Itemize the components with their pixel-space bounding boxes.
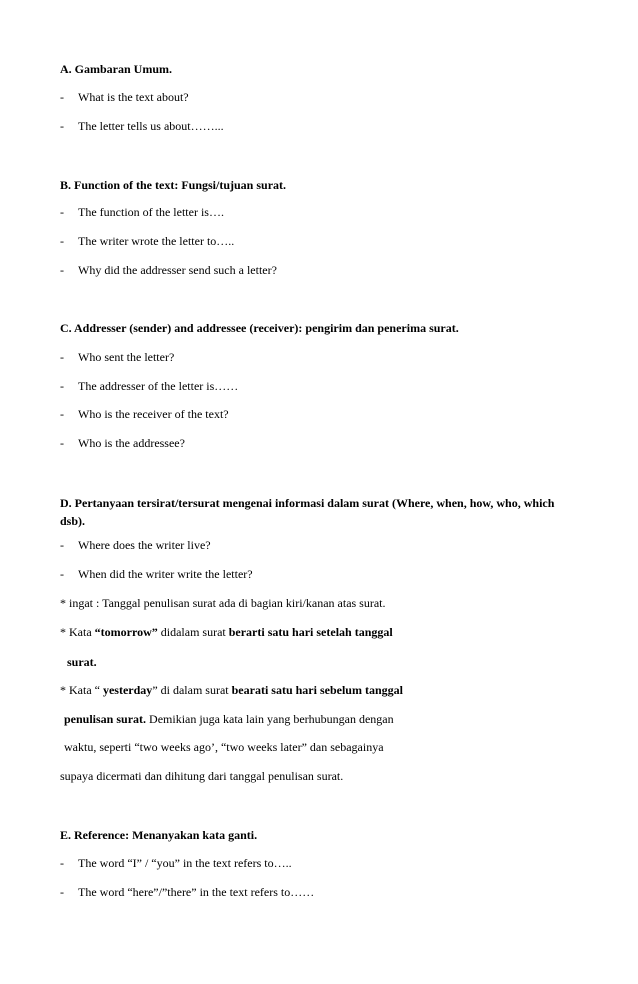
- bullet-dash: -: [60, 350, 64, 364]
- list-item-text: The writer wrote the letter to…..: [78, 234, 235, 248]
- list-item-text: Why did the addresser send such a letter?: [78, 263, 277, 277]
- note-emphasis: bearati satu hari sebelum tanggal: [231, 683, 403, 697]
- list-item-text: The letter tells us about……...: [78, 119, 224, 133]
- bullet-dash: -: [60, 567, 64, 581]
- note-text: * Kata: [60, 625, 95, 639]
- note-keyword: yesterday: [102, 683, 153, 697]
- bullet-dash: -: [60, 538, 64, 552]
- note-text: * Kata “: [60, 683, 103, 697]
- bullet-dash: -: [60, 407, 64, 421]
- note-yesterday: [60, 683, 403, 697]
- note-emphasis: berarti satu hari setelah tanggal: [228, 625, 393, 639]
- note-ingat: * ingat : Tanggal penulisan surat ada di bagian kiri/kanan atas surat.: [60, 596, 386, 610]
- list-item-text: Where does the writer live?: [78, 538, 211, 552]
- note-text: didalam surat: [157, 625, 229, 639]
- list-item-text: What is the text about?: [78, 90, 189, 104]
- note-emphasis: surat.: [67, 655, 97, 669]
- bullet-dash: -: [60, 379, 64, 393]
- note-text: Demikian juga kata lain yang berhubungan dengan: [146, 712, 394, 726]
- section-b-heading: B. Function of the text: Fungsi/tujuan surat.: [60, 178, 287, 192]
- list-item-text: The word “here”/”there” in the text refers to……: [78, 885, 315, 899]
- section-c-heading: C. Addresser (sender) and addressee (receiver): pengirim dan penerima surat.: [60, 321, 459, 335]
- bullet-dash: -: [60, 234, 64, 248]
- section-d-heading: D. Pertanyaan tersirat/tersurat mengenai informasi dalam surat (Where, when, how, who, which dsb).: [60, 496, 555, 528]
- bullet-dash: -: [60, 119, 64, 133]
- bullet-dash: -: [60, 436, 64, 450]
- note-emphasis: penulisan surat.: [64, 712, 147, 726]
- list-item-text: Who is the addressee?: [78, 436, 185, 450]
- list-item-text: When did the writer write the letter?: [78, 567, 253, 581]
- bullet-dash: -: [60, 885, 64, 899]
- list-item-text: Who is the receiver of the text?: [78, 407, 229, 421]
- bullet-dash: -: [60, 90, 64, 104]
- note-yesterday-cont: waktu, seperti “two weeks ago’, “two weeks later” dan sebagainya: [64, 740, 384, 754]
- list-item-text: The word “I” / “you” in the text refers to…..: [78, 856, 292, 870]
- bullet-dash: -: [60, 856, 64, 870]
- note-keyword: “tomorrow”: [94, 625, 158, 639]
- note-text: ” di dalam surat: [152, 683, 232, 697]
- note-yesterday-cont: supaya dicermati dan dihitung dari tanggal penulisan surat.: [60, 769, 344, 783]
- section-a-heading: A. Gambaran Umum.: [60, 62, 173, 76]
- section-e-heading: E. Reference: Menanyakan kata ganti.: [60, 828, 258, 842]
- list-item-text: The addresser of the letter is……: [78, 379, 239, 393]
- list-item-text: The function of the letter is….: [78, 205, 224, 219]
- note-tomorrow: [60, 625, 393, 639]
- bullet-dash: -: [60, 263, 64, 277]
- note-tomorrow-cont: [67, 655, 97, 669]
- bullet-dash: -: [60, 205, 64, 219]
- list-item-text: Who sent the letter?: [78, 350, 175, 364]
- note-yesterday-cont: [64, 712, 394, 726]
